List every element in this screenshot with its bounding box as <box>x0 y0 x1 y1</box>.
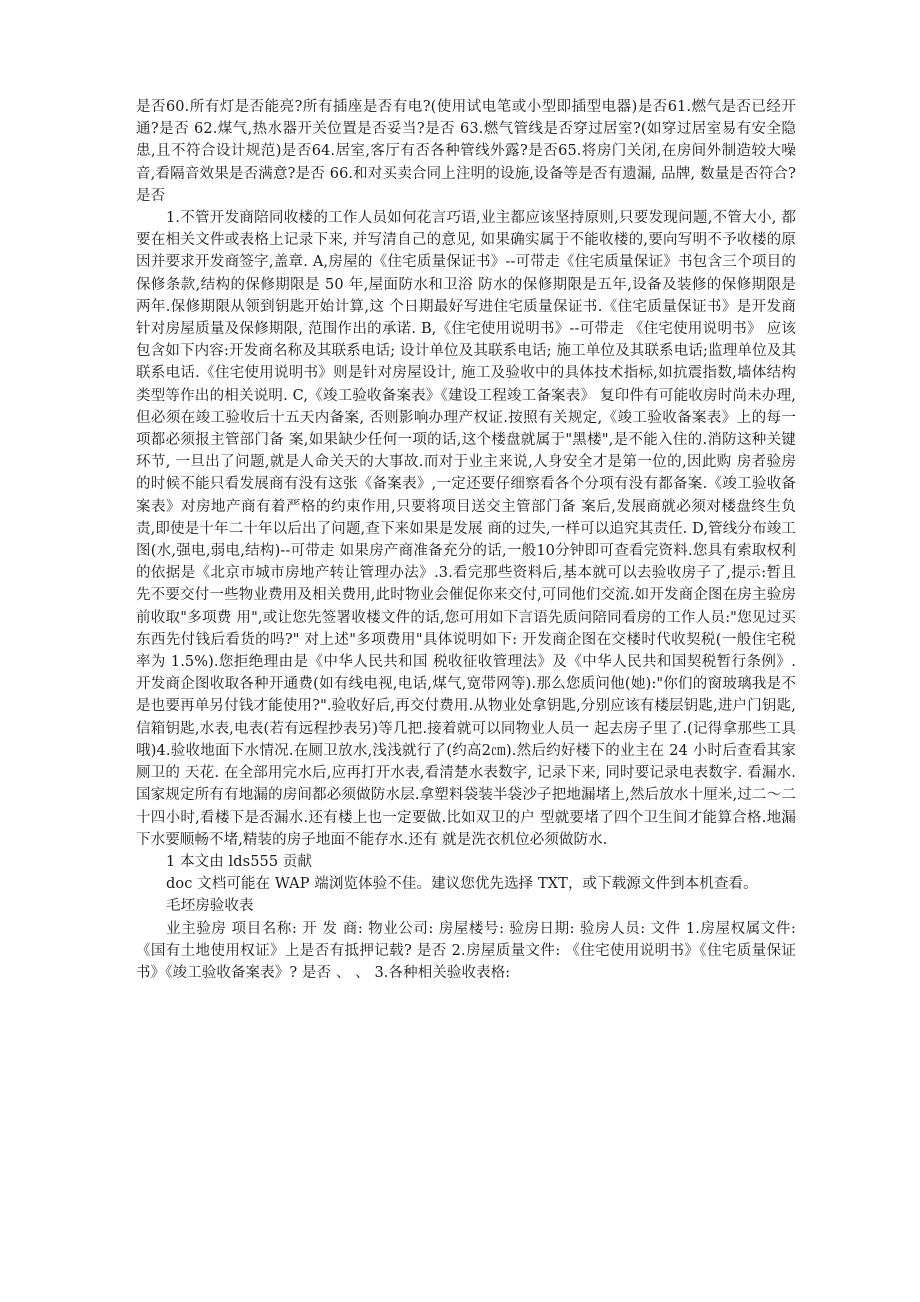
document-body <box>136 96 796 984</box>
paragraph-checklist-continuation: 是否60.所有灯是否能亮?所有插座是否有电?(使用试电笔或小型即插型电器)是否61.燃气是否已经开通?是否 62.煤气,热水器开关位置是否妥当?是否 63.燃气管线是否穿过居室?(如穿过居室易有安全隐患,且不符合设计规范)是否64.居室,客厅有否各种管线外露?是否65.将房门关闭,在房间外制造较大噪音,看隔音效果是否满意?是否 66.和对买卖合同上注明的设施,设备等是否有遗漏, 品牌, 数量是否符合?是否 <box>136 99 796 204</box>
section-heading-rough-house-checklist: 毛坯房验收表 <box>166 898 254 915</box>
paragraph-checklist-form: 业主验房 项目名称: 开 发 商: 物业公司: 房屋楼号: 验房日期: 验房人员: 文件 1.房屋权属文件: 《国有土地使用权证》上是否有抵押记载? 是否 2.房屋质量文件: 《住宅使用说明书》《住宅质量保证书》《竣工验收备案表》? 是否 、 、 3.各种相关验收表格: <box>136 920 796 981</box>
paragraph-contributor-note: 1 本文由 lds555 贡献 <box>166 853 313 870</box>
paragraph-acceptance-guide: 1.不管开发商陪同收楼的工作人员如何花言巧语,业主都应该坚持原则,只要发现问题,不管大小, 都要在相关文件或表格上记录下来, 并写清自己的意见, 如果确实属于不能收楼的,要向写明不予收楼的原因并要求开发商签字,盖章. A,房屋的《住宅质量保证书》--可带走《住宅质量保证》书包含三个项目的保修条款,结构的保修期限是 50 年,屋面防水和卫浴 防水的保修期限是五年,设备及装修的保修期限是两年.保修期限从领到钥匙开始计算,这 个日期最好写进住宅质量保证书.《住宅质量保证书》是开发商针对房屋质量及保修期限, 范围作出的承诺. B,《住宅使用说明书》--可带走 《住宅使用说明书》 应该包含如下内容:开发商名称及其联系电话; 设计单位及其联系电话; 施工单位及其联系电话;监理单位及其联系电话.《住宅使用说明书》则是针对房屋设计, 施工及验收中的具体技术指标,如抗震指数,墙体结构类型等作出的相关说明. C,《竣工验收备案表》《建设工程竣工备案表》 复印件有可能收房时尚未办理, 但必须在竣工验收后十五天内备案, 否则影响办理产权证.按照有关规定,《竣工验收备案表》上的每一项都必须报主管部门备 案,如果缺少任何一项的话,这个楼盘就属于"黑楼",是不能入住的.消防这种关键环节, 一旦出了问题,就是人命关天的大事故.而对于业主来说,人身安全才是第一位的,因此购 房者验房的时候不能只看发展商有没有这张《备案表》,一定还要仔细察看各个分项有没有都备案.《竣工验收备案表》对房地产商有着严格的约束作用,只要将项目送交主管部门备 案后,发展商就必须对楼盘终生负责,即使是十年二十年以后出了问题,查下来如果是发展 商的过失,一样可以追究其责任. D,管线分布竣工图(水,强电,弱电,结构)--可带走 如果房产商准备充分的话,一般10分钟即可查看完资料.您具有索取权利的依据是《北京市城市房地产转让管理办法》.3.看完那些资料后,基本就可以去验收房子了,提示:暂且先不要交付一些物业费用及相关费用,此时物业会催促你来交付,可同他们交流.如开发商企图在房主验房前收取"多项费 用",或让您先签署收楼文件的话,您可用如下言语先质问陪同看房的工作人员:"您见过买 东西先付钱后看货的吗?" 对上述"多项费用"具体说明如下: 开发商企图在交楼时代收契税(一般住宅税率为 1.5%).您拒绝理由是《中华人民共和国 税收征收管理法》及《中华人民共和国契税暂行条例》.开发商企图收取各种开通费(如有线电视,电话,煤气,宽带网等).那么您质问他(她):"你们的窗玻璃我是不是也要再单另付钱才能使用?".验收好后,再交付费用.从物业处拿钥匙,分别应该有楼层钥匙,进户门钥匙,信箱钥匙,水表,电表(若有远程抄表另)等几把.接着就可以同物业人员一 起去房子里了.(记得拿那些工具哦)4.验收地面下水情况.在厕卫放水,浅浅就行了(约高2㎝).然后约好楼下的业主在 24 小时后查看其家厕卫的 天花. 在全部用完水后,应再打开水表,看清楚水表数字, 记录下来, 同时要记录电表数字. 看漏水.国家规定所有有地漏的房间都必须做防水层.拿塑料袋装半袋沙子把地漏堵上,然后放水十厘米,过二～二十四小时,看楼下是否漏水.还有楼上也一定要做.比如双卫的户 型就要堵了四个卫生间才能算合格.地漏下水要顺畅不堵,精装的房子地面不能存水.还有 就是洗衣机位必须做防水. <box>136 210 796 848</box>
paragraph-doc-format-note: doc 文档可能在 WAP 端浏览体验不佳。建议您优先选择 TXT，或下载源文件到本机查看。 <box>166 876 758 893</box>
